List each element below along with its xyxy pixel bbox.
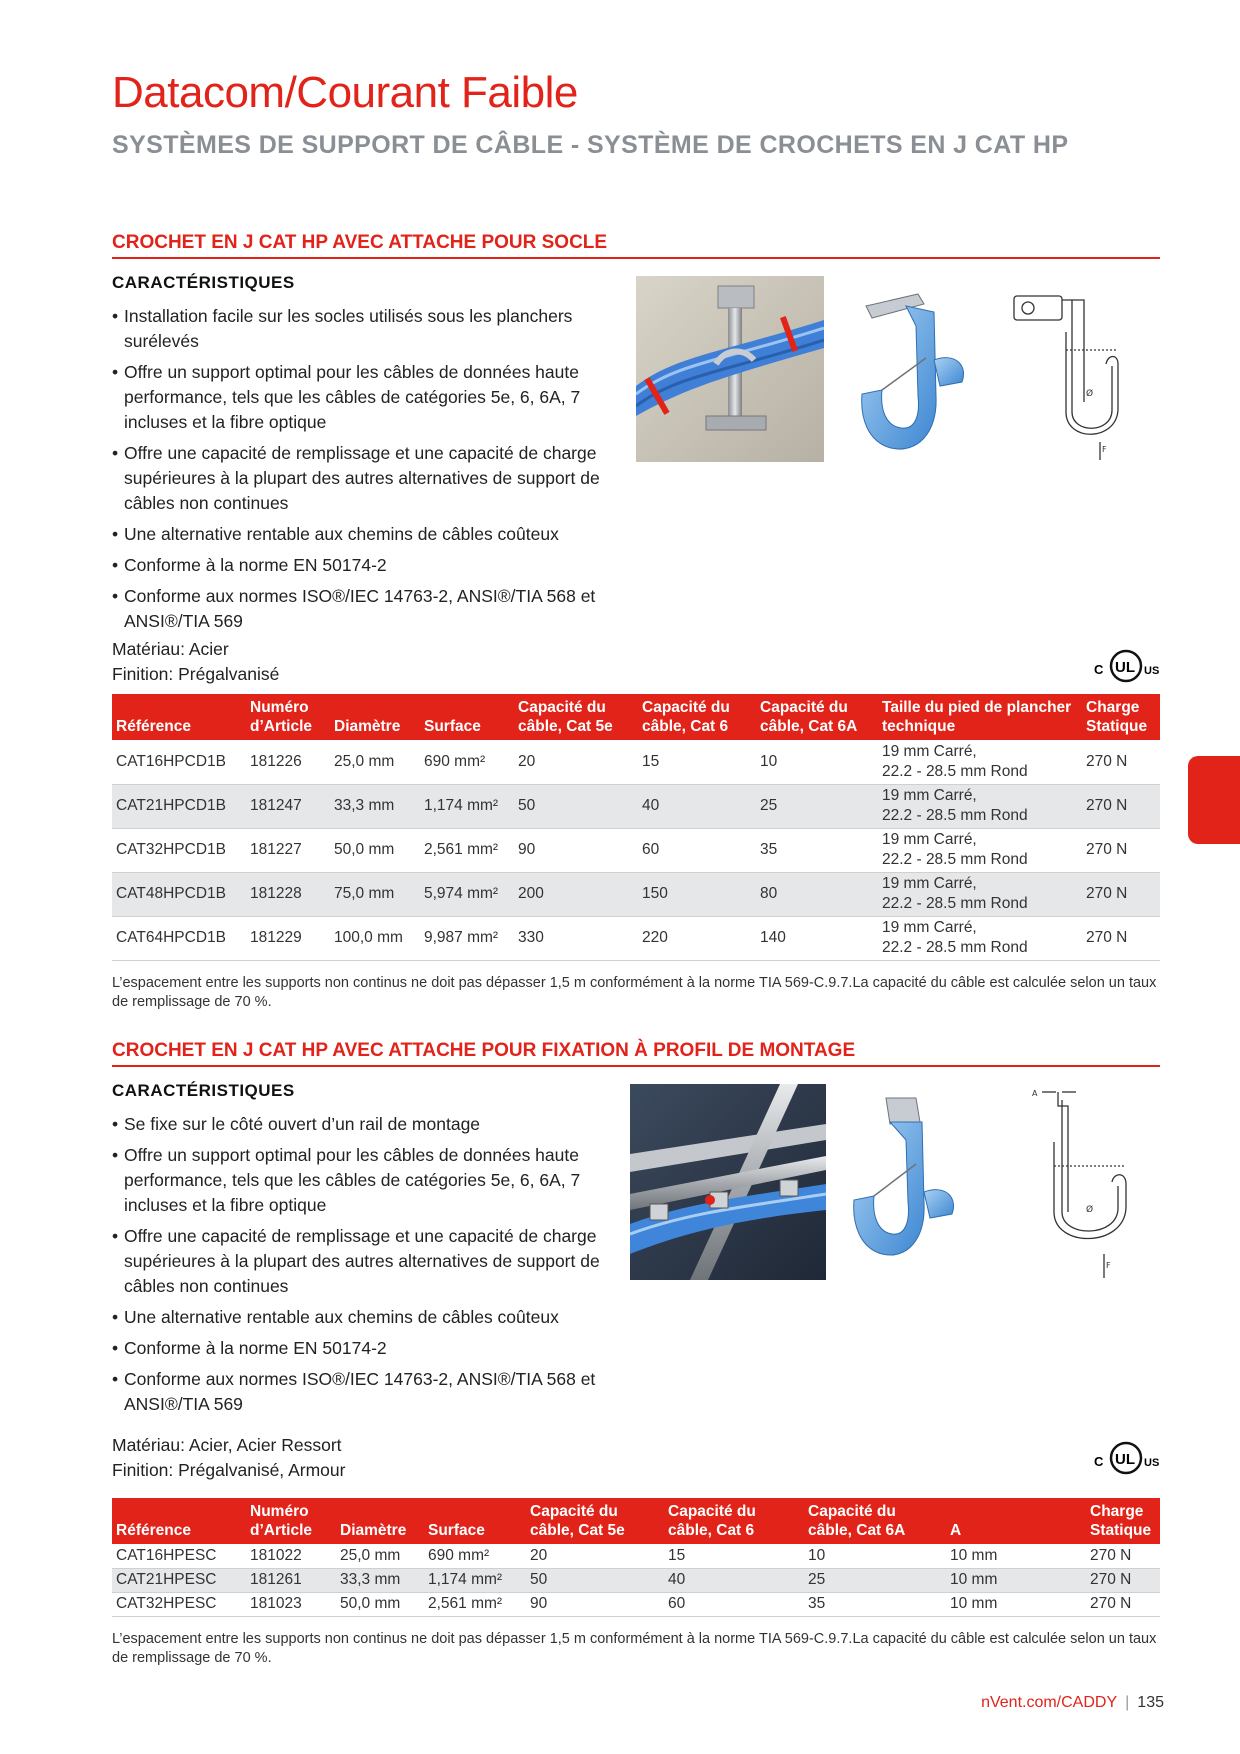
cell: 270 N: [1082, 784, 1160, 828]
col-header: Référence: [112, 694, 246, 740]
col-header: Diamètre: [330, 694, 420, 740]
cell-line: 19 mm Carré,: [882, 919, 977, 936]
cell: 270 N: [1086, 1568, 1160, 1592]
cell: 5,974 mm²: [420, 872, 514, 916]
feature-item: • Installation facile sur les socles utilisés sous les planchers surélevés: [112, 304, 622, 354]
col-header: Surface: [424, 1498, 526, 1544]
cell: [878, 828, 1082, 872]
col-header: Diamètre: [336, 1498, 424, 1544]
feature-item: • Offre un support optimal pour les câbles de données haute performance, tels que les câbles de catégories 5e, 6, 6A, 7 incluses et la fibre optique: [112, 360, 622, 435]
diameter-label: Ø: [1086, 389, 1094, 399]
cell: CAT32HPCD1B: [112, 828, 246, 872]
cell: [878, 740, 1082, 784]
cell: 2,561 mm²: [424, 1592, 526, 1616]
table-header-row: [112, 1498, 1160, 1544]
cell: 90: [514, 828, 638, 872]
cell: 2,561 mm²: [420, 828, 514, 872]
cert-c: C: [1094, 662, 1104, 677]
cul-us-certification-icon: [1088, 1440, 1166, 1478]
cell-line: 19 mm Carré,: [882, 787, 977, 804]
cell: 20: [526, 1544, 664, 1568]
dim-a-label: A: [1032, 1089, 1038, 1098]
col-header: Capacité du câble, Cat 5e: [526, 1498, 664, 1544]
cell: 15: [664, 1544, 804, 1568]
col-header: Taille du pied de plancher technique: [878, 694, 1082, 740]
section2-spec-table: [112, 1498, 1160, 1617]
cell: 10 mm: [946, 1544, 1086, 1568]
section1-material: Matériau: Acier: [112, 639, 229, 659]
jhook-product-image: [846, 286, 986, 461]
force-label: F: [1102, 445, 1107, 454]
feature-item: • Offre une capacité de remplissage et une capacité de charge supérieures à la plupart des autres alternatives de support de câbles non continues: [112, 1224, 622, 1299]
cell: 181261: [246, 1568, 336, 1592]
cell: 181228: [246, 872, 330, 916]
page-subtitle: SYSTÈMES DE SUPPORT DE CÂBLE - SYSTÈME DE CROCHETS EN J CAT HP: [112, 131, 1069, 159]
col-header: Numéro d’Article: [246, 1498, 336, 1544]
pedestal-install-photo: [636, 276, 824, 462]
jhook-technical-drawing: [1006, 292, 1146, 462]
cell: 181227: [246, 828, 330, 872]
col-header: Capacité du câble, Cat 6A: [804, 1498, 946, 1544]
table-row: [112, 872, 1160, 916]
cell: 270 N: [1086, 1544, 1160, 1568]
section2-material: Matériau: Acier, Acier Ressort: [112, 1435, 342, 1455]
side-tab-marker: [1188, 756, 1240, 844]
cell: 10 mm: [946, 1568, 1086, 1592]
force-label: F: [1106, 1261, 1111, 1270]
cell: 50: [514, 784, 638, 828]
cell: 270 N: [1082, 740, 1160, 784]
cell: [878, 784, 1082, 828]
section1-note: L’espacement entre les supports non continus ne doit pas dépasser 1,5 m conformément à la norme TIA 569-C.9.7.La capacité du câble est calculée selon un taux de remplissage de 70 %.: [112, 975, 1157, 1010]
col-header: Capacité du câble, Cat 6: [664, 1498, 804, 1544]
table-row: [112, 1568, 1160, 1592]
cell: 25: [756, 784, 878, 828]
col-header: Capacité du câble, Cat 6A: [756, 694, 878, 740]
feature-item: • Une alternative rentable aux chemins de câbles coûteux: [112, 1305, 622, 1330]
jhook-spring-clip-technical-drawing: [1028, 1082, 1158, 1282]
cell: CAT21HPCD1B: [112, 784, 246, 828]
cell: 200: [514, 872, 638, 916]
feature-item: • Conforme aux normes ISO®/IEC 14763-2, ANSI®/TIA 568 et ANSI®/TIA 569: [112, 584, 622, 634]
cell-line: 19 mm Carré,: [882, 875, 977, 892]
cul-us-certification-icon: [1088, 648, 1166, 686]
cell: 181247: [246, 784, 330, 828]
cell: [878, 916, 1082, 960]
cell: 1,174 mm²: [420, 784, 514, 828]
cell: [878, 872, 1082, 916]
section2-finish: Finition: Prégalvanisé, Armour: [112, 1460, 346, 1480]
cert-c: C: [1094, 1454, 1104, 1469]
cell: 20: [514, 740, 638, 784]
cell: 90: [526, 1592, 664, 1616]
cell: 100,0 mm: [330, 916, 420, 960]
feature-item: • Offre une capacité de remplissage et une capacité de charge supérieures à la plupart des autres alternatives de support de câbles non continues: [112, 441, 622, 516]
table-row: [112, 740, 1160, 784]
section2-note: L’espacement entre les supports non continus ne doit pas dépasser 1,5 m conformément à la norme TIA 569-C.9.7.La capacité du câble est calculée selon un taux de remplissage de 70 %.: [112, 1631, 1157, 1666]
table-row: [112, 828, 1160, 872]
cell: CAT16HPCD1B: [112, 740, 246, 784]
cell: 150: [638, 872, 756, 916]
cell-line: 22.2 - 28.5 mm Rond: [882, 851, 1028, 868]
col-header: Capacité du câble, Cat 6: [638, 694, 756, 740]
cell: 50: [526, 1568, 664, 1592]
table-row: [112, 916, 1160, 960]
page-number: 135: [1137, 1694, 1164, 1711]
section2-features-list: [112, 1112, 622, 1423]
cell-line: 19 mm Carré,: [882, 742, 977, 760]
table-row: [112, 1544, 1160, 1568]
table-header-row: [112, 694, 1160, 740]
cell: 690 mm²: [420, 740, 514, 784]
cell: 33,3 mm: [330, 784, 420, 828]
cell: 60: [664, 1592, 804, 1616]
feature-item: • Conforme à la norme EN 50174-2: [112, 1336, 622, 1361]
section1-title: CROCHET EN J CAT HP AVEC ATTACHE POUR SOCLE: [112, 232, 1160, 259]
page-footer: nVent.com/CADDY | 135: [981, 1694, 1164, 1711]
cell: 80: [756, 872, 878, 916]
cert-us: US: [1144, 665, 1160, 677]
cell: 35: [756, 828, 878, 872]
cert-ul: UL: [1115, 1451, 1135, 1468]
section2-title: CROCHET EN J CAT HP AVEC ATTACHE POUR FIXATION À PROFIL DE MONTAGE: [112, 1040, 1160, 1067]
cell: 181226: [246, 740, 330, 784]
cell: CAT32HPESC: [112, 1592, 246, 1616]
section1-spec-table: [112, 694, 1160, 961]
cell: 33,3 mm: [336, 1568, 424, 1592]
cert-us: US: [1144, 1457, 1160, 1469]
cell: 1,174 mm²: [424, 1568, 526, 1592]
table-row: [112, 1592, 1160, 1616]
cell: 270 N: [1082, 872, 1160, 916]
cell: 181022: [246, 1544, 336, 1568]
cell: CAT48HPCD1B: [112, 872, 246, 916]
cell: CAT64HPCD1B: [112, 916, 246, 960]
cell: 40: [638, 784, 756, 828]
col-header: Référence: [112, 1498, 246, 1544]
diameter-label: Ø: [1086, 1205, 1094, 1215]
cell: CAT21HPESC: [112, 1568, 246, 1592]
cell: 50,0 mm: [330, 828, 420, 872]
cell-line: 22.2 - 28.5 mm Rond: [882, 895, 1028, 912]
footer-url-link[interactable]: nVent.com/CADDY: [981, 1694, 1118, 1711]
cell: 75,0 mm: [330, 872, 420, 916]
cert-ul: UL: [1115, 659, 1135, 676]
cell: 140: [756, 916, 878, 960]
section2-features-heading: CARACTÉRISTIQUES: [112, 1081, 295, 1100]
cell: 50,0 mm: [336, 1592, 424, 1616]
cell: 15: [638, 740, 756, 784]
cell-line: 19 mm Carré,: [882, 831, 977, 848]
section1-features-heading: CARACTÉRISTIQUES: [112, 273, 295, 292]
cell: 181023: [246, 1592, 336, 1616]
feature-item: • Conforme aux normes ISO®/IEC 14763-2, ANSI®/TIA 568 et ANSI®/TIA 569: [112, 1367, 622, 1417]
feature-item: • Se fixe sur le côté ouvert d’un rail de montage: [112, 1112, 622, 1137]
cell: 270 N: [1082, 828, 1160, 872]
rail-install-photo: [630, 1084, 826, 1280]
col-header: Capacité du câble, Cat 5e: [514, 694, 638, 740]
cell-line: 22.2 - 28.5 mm Rond: [882, 807, 1028, 824]
col-header: Charge Statique: [1086, 1498, 1160, 1544]
cell: 10: [804, 1544, 946, 1568]
cell: 10: [756, 740, 878, 784]
cell: 181229: [246, 916, 330, 960]
col-header: Numéro d’Article: [246, 694, 330, 740]
cell: 25: [804, 1568, 946, 1592]
feature-item: • Conforme à la norme EN 50174-2: [112, 553, 622, 578]
cell: 330: [514, 916, 638, 960]
cell: 25,0 mm: [330, 740, 420, 784]
cell: 690 mm²: [424, 1544, 526, 1568]
feature-item: • Offre un support optimal pour les câbles de données haute performance, tels que les câbles de catégories 5e, 6, 6A, 7 incluses et la fibre optique: [112, 1143, 622, 1218]
col-header: Charge Statique: [1082, 694, 1160, 740]
page-title: Datacom/Courant Faible: [112, 68, 578, 117]
cell: 9,987 mm²: [420, 916, 514, 960]
cell: 25,0 mm: [336, 1544, 424, 1568]
cell-line: 22.2 - 28.5 mm Rond: [882, 762, 1028, 780]
cell: 270 N: [1086, 1592, 1160, 1616]
section1-finish: Finition: Prégalvanisé: [112, 664, 280, 684]
cell: 220: [638, 916, 756, 960]
cell-line: 22.2 - 28.5 mm Rond: [882, 939, 1028, 956]
cell: 60: [638, 828, 756, 872]
cell: 10 mm: [946, 1592, 1086, 1616]
cell: 35: [804, 1592, 946, 1616]
cell: CAT16HPESC: [112, 1544, 246, 1568]
col-header: Surface: [420, 694, 514, 740]
feature-item: • Une alternative rentable aux chemins de câbles coûteux: [112, 522, 622, 547]
cell: 40: [664, 1568, 804, 1592]
col-header: A: [946, 1498, 1086, 1544]
jhook-spring-clip-product-image: [846, 1094, 986, 1269]
table-row: [112, 784, 1160, 828]
section1-features-list: [112, 304, 622, 640]
cell: 270 N: [1082, 916, 1160, 960]
